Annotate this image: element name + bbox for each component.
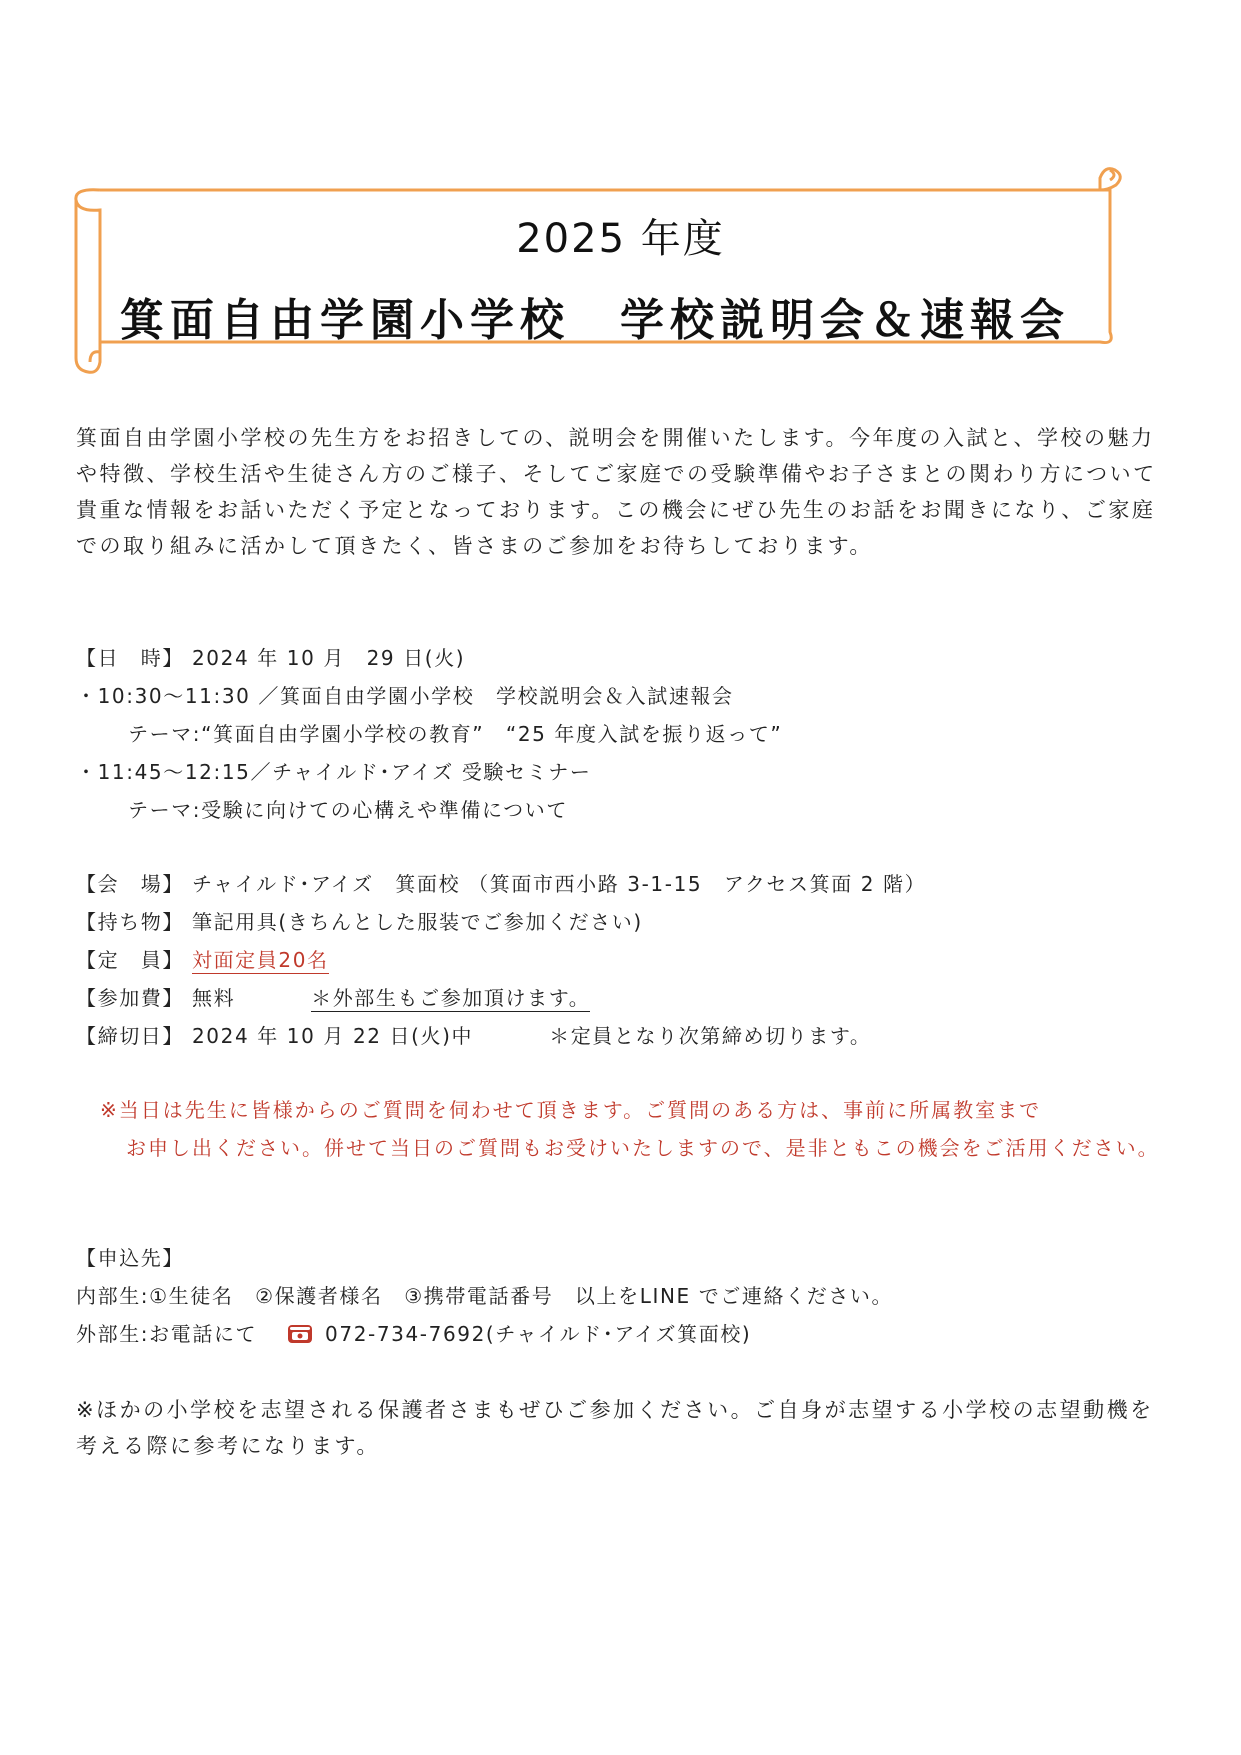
- date-value: 2024 年 10 月 29 日(火): [191, 646, 466, 670]
- deadline-value: 2024 年 10 月 22 日(火)中: [191, 1024, 474, 1048]
- deadline-label: 【締切日】: [76, 1024, 184, 1048]
- venue-value: チャイルド･アイズ 箕面校 （箕面市西小路 3-1-15 アクセス箕面 2 階）: [191, 872, 927, 896]
- apply-label: 【申込先】: [76, 1246, 184, 1270]
- venue-row: [76, 868, 926, 897]
- session2-theme: テーマ:受験に向けての心構えや準備について: [128, 798, 568, 822]
- capacity-row: [76, 944, 329, 973]
- deadline-note: ＊定員となり次第締め切ります。: [549, 1024, 872, 1048]
- phone-icon: [287, 1324, 313, 1344]
- date-label: 【日 時】: [76, 646, 184, 670]
- footer-note: ※ほかの小学校を志望される保護者さまもぜひご参加ください。ご自身が志望する小学校の志望動機を考える際に参考になります。: [76, 1398, 1154, 1458]
- apply-external-prefix: 外部生:お電話にて: [76, 1322, 258, 1346]
- fee-row: [76, 982, 590, 1011]
- session1-theme: テーマ:“箕面自由学園小学校の教育” “25 年度入試を振り返って”: [128, 722, 783, 746]
- fee-value: 無料: [191, 986, 236, 1010]
- venue-label: 【会 場】: [76, 872, 184, 896]
- notice-line-1: ※当日は先生に皆様からのご質問を伺わせて頂きます。ご質問のある方は、事前に所属教室まで: [100, 1098, 1042, 1122]
- session1: ・10:30～11:30 ／箕面自由学園小学校 学校説明会＆入試速報会: [76, 684, 734, 708]
- date-row: [76, 642, 465, 671]
- deadline-row: [76, 1020, 872, 1049]
- apply-internal: 内部生:①生徒名 ②保護者様名 ③携帯電話番号 以上をLINE でご連絡ください。: [76, 1284, 894, 1308]
- intro-paragraph: 箕面自由学園小学校の先生方をお招きしての、説明会を開催いたします。今年度の入試と、学校の魅力や特徴、学校生活や生徒さん方のご様子、そしてご家庭での受験準備やお子さまとの関わり方について貴重な情報をお話いただく予定となっております。この機会にぜひ先生のお話をお聞きになり、ご家庭での取り組みに活かして頂きたく、皆さまのご参加をお待ちしております。: [76, 426, 1157, 558]
- fee-label: 【参加費】: [76, 986, 184, 1010]
- notice-line-2: お申し出ください。併せて当日のご質問もお受けいたしますので、是非ともこの機会をご活用ください。: [126, 1136, 1160, 1160]
- items-row: [76, 906, 643, 935]
- year-title: 2025 年度: [516, 216, 725, 262]
- apply-external-phone: 072-734-7692(チャイルド･アイズ箕面校): [325, 1322, 752, 1346]
- items-label: 【持ち物】: [76, 910, 184, 934]
- capacity-value: 対面定員20名: [191, 948, 329, 972]
- session2: ・11:45～12:15／チャイルド･アイズ 受験セミナー: [76, 760, 592, 784]
- page-title: 箕面自由学園小学校 学校説明会＆速報会: [120, 295, 1070, 346]
- items-value: 筆記用具(きちんとした服装でご参加ください): [191, 910, 643, 934]
- capacity-label: 【定 員】: [76, 948, 184, 972]
- apply-external: [76, 1318, 751, 1347]
- fee-note: ＊外部生もご参加頂けます。: [311, 986, 591, 1010]
